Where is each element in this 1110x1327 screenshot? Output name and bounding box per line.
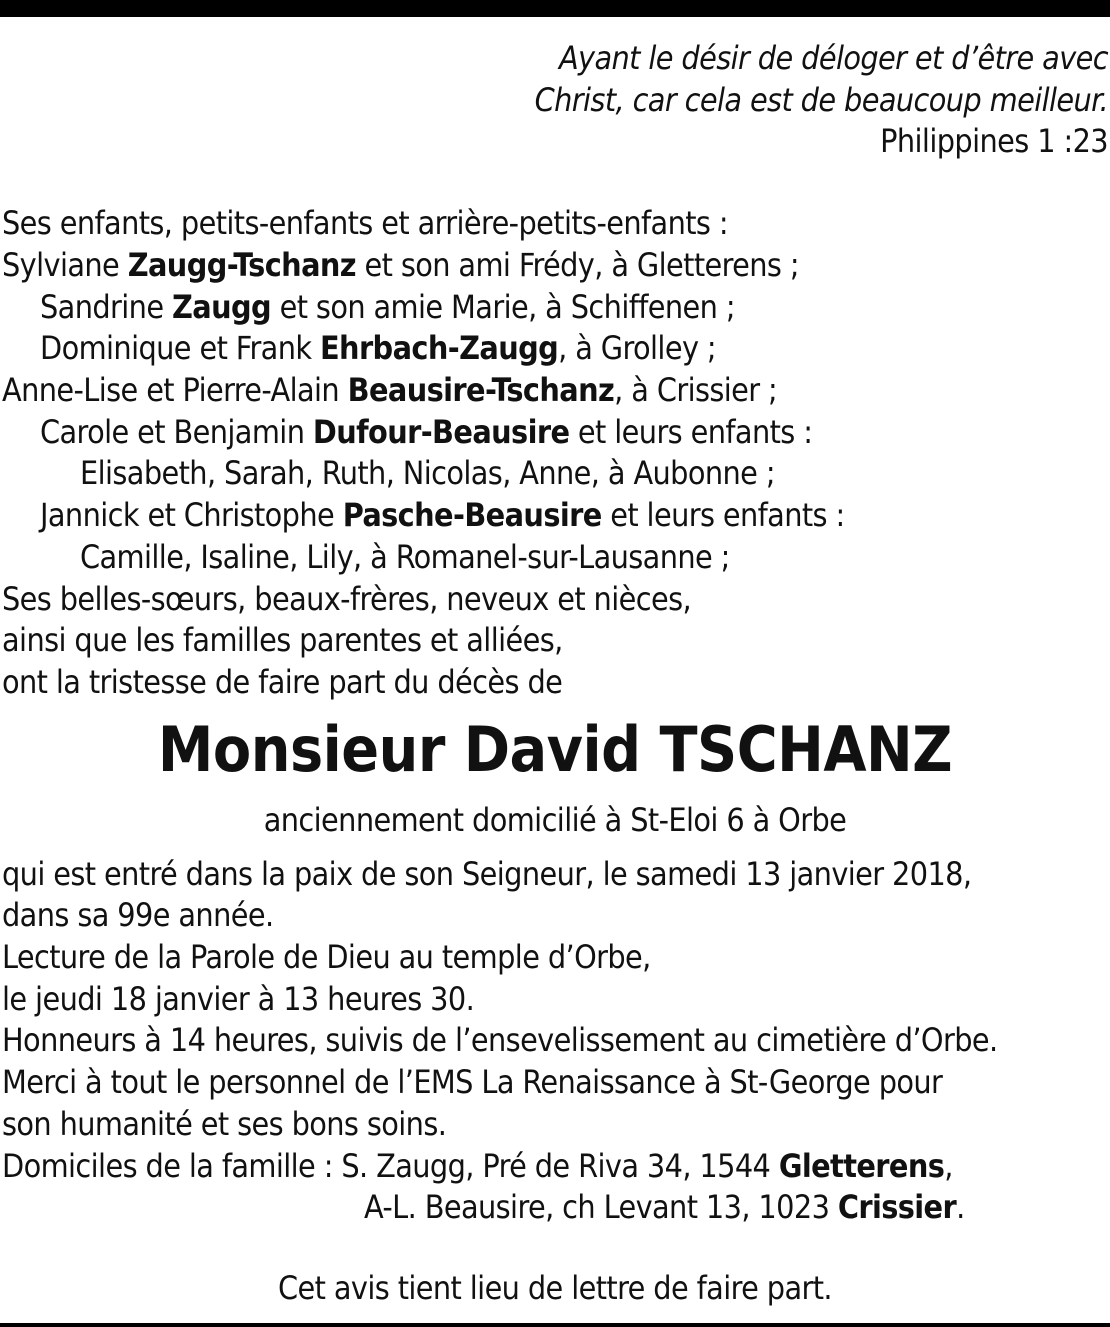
family-line-4: Dominique et Frank Ehrbach-Zaugg, à Grolley ; (40, 329, 717, 367)
details-line-4: le jeudi 18 janvier à 13 heures 30. (2, 980, 475, 1018)
verse-line-2: Christ, car cela est de beaucoup meilleur. (534, 81, 1108, 119)
details-line-5: Honneurs à 14 heures, suivis de l’ensevelissement au cimetière d’Orbe. (2, 1021, 998, 1059)
family-surname: Ehrbach-Zaugg (319, 329, 559, 367)
family-line-6: Carole et Benjamin Dufour-Beausire et leurs enfants : (40, 413, 813, 451)
family-line-3: Sandrine Zaugg et son amie Marie, à Schiffenen ; (40, 288, 735, 326)
domicile-town: Gletterens (778, 1147, 945, 1185)
verse-line-1: Ayant le désir de déloger et d’être avec (558, 39, 1108, 77)
family-line-10: Ses belles-sœurs, beaux-frères, neveux et nièces, (2, 580, 692, 618)
family-surname: Pasche-Beausire (342, 496, 602, 534)
top-border-rule (0, 0, 1110, 17)
details-line-6: Merci à tout le personnel de l’EMS La Renaissance à St-George pour (2, 1063, 943, 1101)
family-surname: Beausire-Tschanz (347, 371, 615, 409)
bottom-border-rule (0, 1323, 1110, 1327)
family-line-1: Ses enfants, petits-enfants et arrière-petits-enfants : (2, 204, 728, 242)
closing-note: Cet avis tient lieu de lettre de faire part. (278, 1269, 832, 1307)
family-surname: Zaugg (172, 288, 272, 326)
family-line-2: Sylviane Zaugg-Tschanz et son ami Frédy, à Gletterens ; (2, 246, 799, 284)
verse-reference: Philippines 1 :23 (880, 122, 1108, 160)
details-line-2: dans sa 99e année. (2, 896, 274, 934)
domicile-line-2: A-L. Beausire, ch Levant 13, 1023 Crissier. (364, 1188, 965, 1226)
family-line-8: Jannick et Christophe Pasche-Beausire et leurs enfants : (40, 496, 845, 534)
family-line-5: Anne-Lise et Pierre-Alain Beausire-Tschanz, à Crissier ; (2, 371, 778, 409)
details-line-1: qui est entré dans la paix de son Seigneur, le samedi 13 janvier 2018, (2, 855, 972, 893)
details-line-7: son humanité et ses bons soins. (2, 1105, 447, 1143)
family-surname: Zaugg-Tschanz (127, 246, 356, 284)
details-line-3: Lecture de la Parole de Dieu au temple d’Orbe, (2, 938, 651, 976)
domicile-line-1: Domiciles de la famille : S. Zaugg, Pré de Riva 34, 1544 Gletterens, (2, 1147, 953, 1185)
family-line-7: Elisabeth, Sarah, Ruth, Nicolas, Anne, à Aubonne ; (80, 454, 775, 492)
family-line-12: ont la tristesse de faire part du décès de (2, 663, 563, 701)
family-surname: Dufour-Beausire (312, 413, 570, 451)
deceased-name: Monsieur David TSCHANZ (157, 713, 953, 786)
former-address: anciennement domicilié à St-Eloi 6 à Orbe (263, 801, 847, 839)
domicile-town: Crissier (837, 1188, 957, 1226)
family-line-9: Camille, Isaline, Lily, à Romanel-sur-Lausanne ; (80, 538, 730, 576)
family-line-11: ainsi que les familles parentes et alliées, (2, 621, 563, 659)
